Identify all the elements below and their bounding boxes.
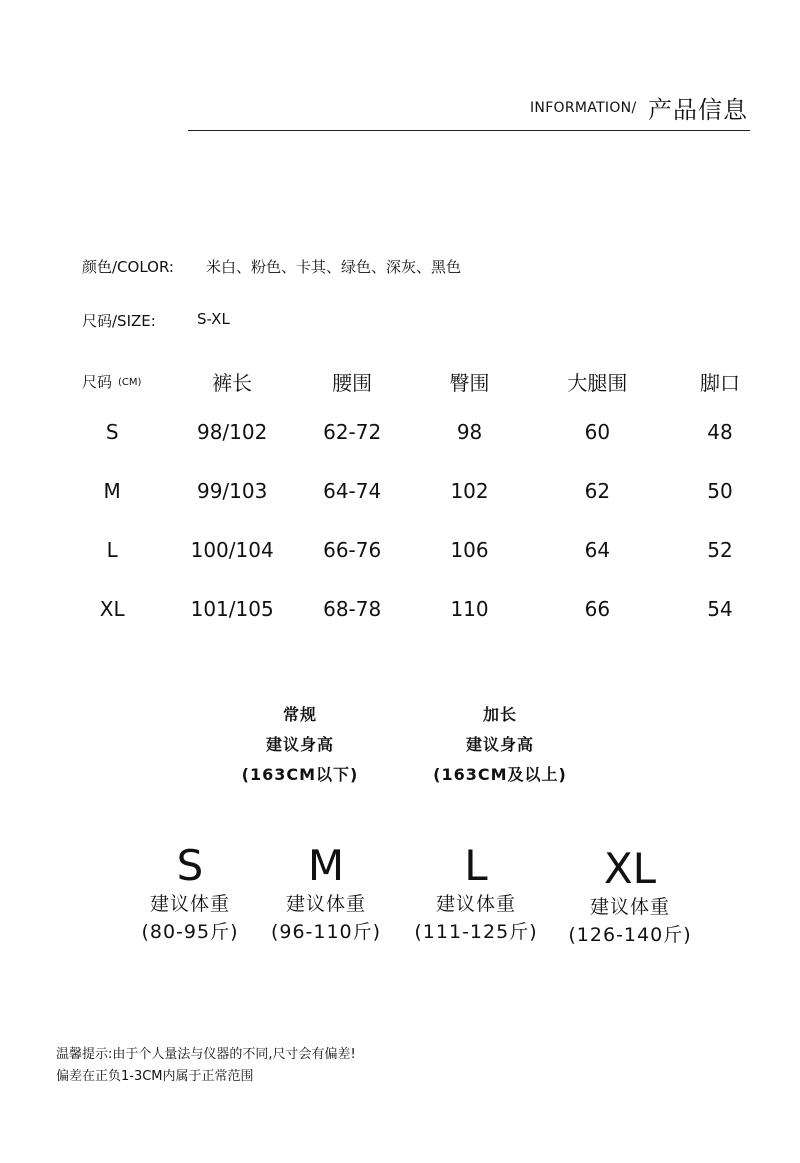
table-cell: 100/104 — [190, 537, 274, 562]
tip-line-2: 偏差在正负1-3CM内属于正常范围 — [56, 1069, 254, 1084]
table-cell: 52 — [707, 537, 733, 562]
table-cell: 98/102 — [196, 419, 268, 444]
table-cell: 50 — [707, 478, 733, 503]
weight-guide-l — [396, 842, 556, 946]
table-cell: 68-78 — [323, 596, 382, 621]
table-row — [60, 579, 780, 638]
recommend-regular-title: 常规 — [282, 705, 317, 724]
weight-label: 建议体重 — [149, 893, 230, 915]
size-table — [60, 360, 780, 638]
table-cell: S — [105, 419, 119, 444]
recommend-long-range: (163CM及以上) — [433, 765, 567, 784]
table-cell: 64-74 — [323, 478, 382, 503]
table-cell: 101/105 — [190, 596, 274, 621]
tip-line-1: 温馨提示:由于个人量法与仪器的不同,尺寸会有偏差! — [56, 1047, 356, 1062]
weight-range: (126-140斤) — [568, 924, 692, 946]
weight-size-label: S — [176, 841, 204, 890]
color-label: 颜色/COLOR: — [82, 258, 174, 276]
weight-label: 建议体重 — [285, 893, 366, 915]
table-cell: M — [103, 478, 121, 503]
size-label: 尺码/SIZE: — [82, 312, 156, 330]
table-header-size: 尺码 (CM) — [82, 372, 142, 391]
table-cell: 102 — [450, 478, 489, 503]
table-row — [60, 461, 780, 520]
table-cell: 110 — [450, 596, 489, 621]
recommend-regular-range: (163CM以下) — [241, 765, 359, 784]
table-header-hem: 脚口 — [699, 370, 740, 395]
table-cell: 60 — [584, 419, 611, 444]
table-cell: 54 — [707, 596, 733, 621]
table-row — [60, 402, 780, 461]
weight-guide-m — [246, 842, 406, 946]
weight-size-label: XL — [603, 844, 657, 893]
header-title-en: INFORMATION/ — [530, 100, 637, 116]
table-cell: L — [106, 537, 118, 562]
header-title-zh: 产品信息 — [648, 96, 748, 124]
table-cell: 62 — [584, 478, 611, 503]
table-cell: 66-76 — [323, 537, 382, 562]
table-cell: 99/103 — [196, 478, 268, 503]
table-cell: XL — [99, 596, 125, 621]
table-cell: 66 — [584, 596, 611, 621]
table-header-length: 裤长 — [212, 370, 253, 395]
table-cell: 64 — [584, 537, 611, 562]
size-value: S-XL — [197, 310, 230, 328]
table-cell: 62-72 — [323, 419, 382, 444]
weight-size-label: L — [464, 841, 488, 890]
recommend-long-subtitle: 建议身高 — [465, 735, 534, 754]
weight-size-label: M — [307, 841, 345, 890]
weight-range: (96-110斤) — [270, 921, 382, 943]
table-cell: 48 — [707, 419, 733, 444]
weight-range: (80-95斤) — [141, 921, 239, 943]
recommend-regular-subtitle: 建议身高 — [265, 735, 334, 754]
header-divider — [188, 130, 750, 131]
table-header-waist: 腰围 — [332, 370, 373, 395]
table-cell: 98 — [456, 419, 483, 444]
weight-label: 建议体重 — [435, 893, 516, 915]
recommend-regular — [200, 700, 400, 790]
color-value: 米白、粉色、卡其、绿色、深灰、黑色 — [206, 258, 462, 276]
weight-guide-xl — [550, 845, 710, 949]
table-header-hip: 臀围 — [449, 370, 490, 395]
table-row — [60, 520, 780, 579]
table-header-row — [60, 360, 780, 402]
weight-range: (111-125斤) — [414, 921, 538, 943]
recommend-long — [400, 700, 600, 790]
weight-label: 建议体重 — [589, 896, 670, 918]
table-header-thigh: 大腿围 — [567, 370, 628, 395]
table-header-unit: (CM) — [118, 376, 142, 388]
recommend-long-title: 加长 — [482, 705, 517, 724]
table-cell: 106 — [450, 537, 489, 562]
